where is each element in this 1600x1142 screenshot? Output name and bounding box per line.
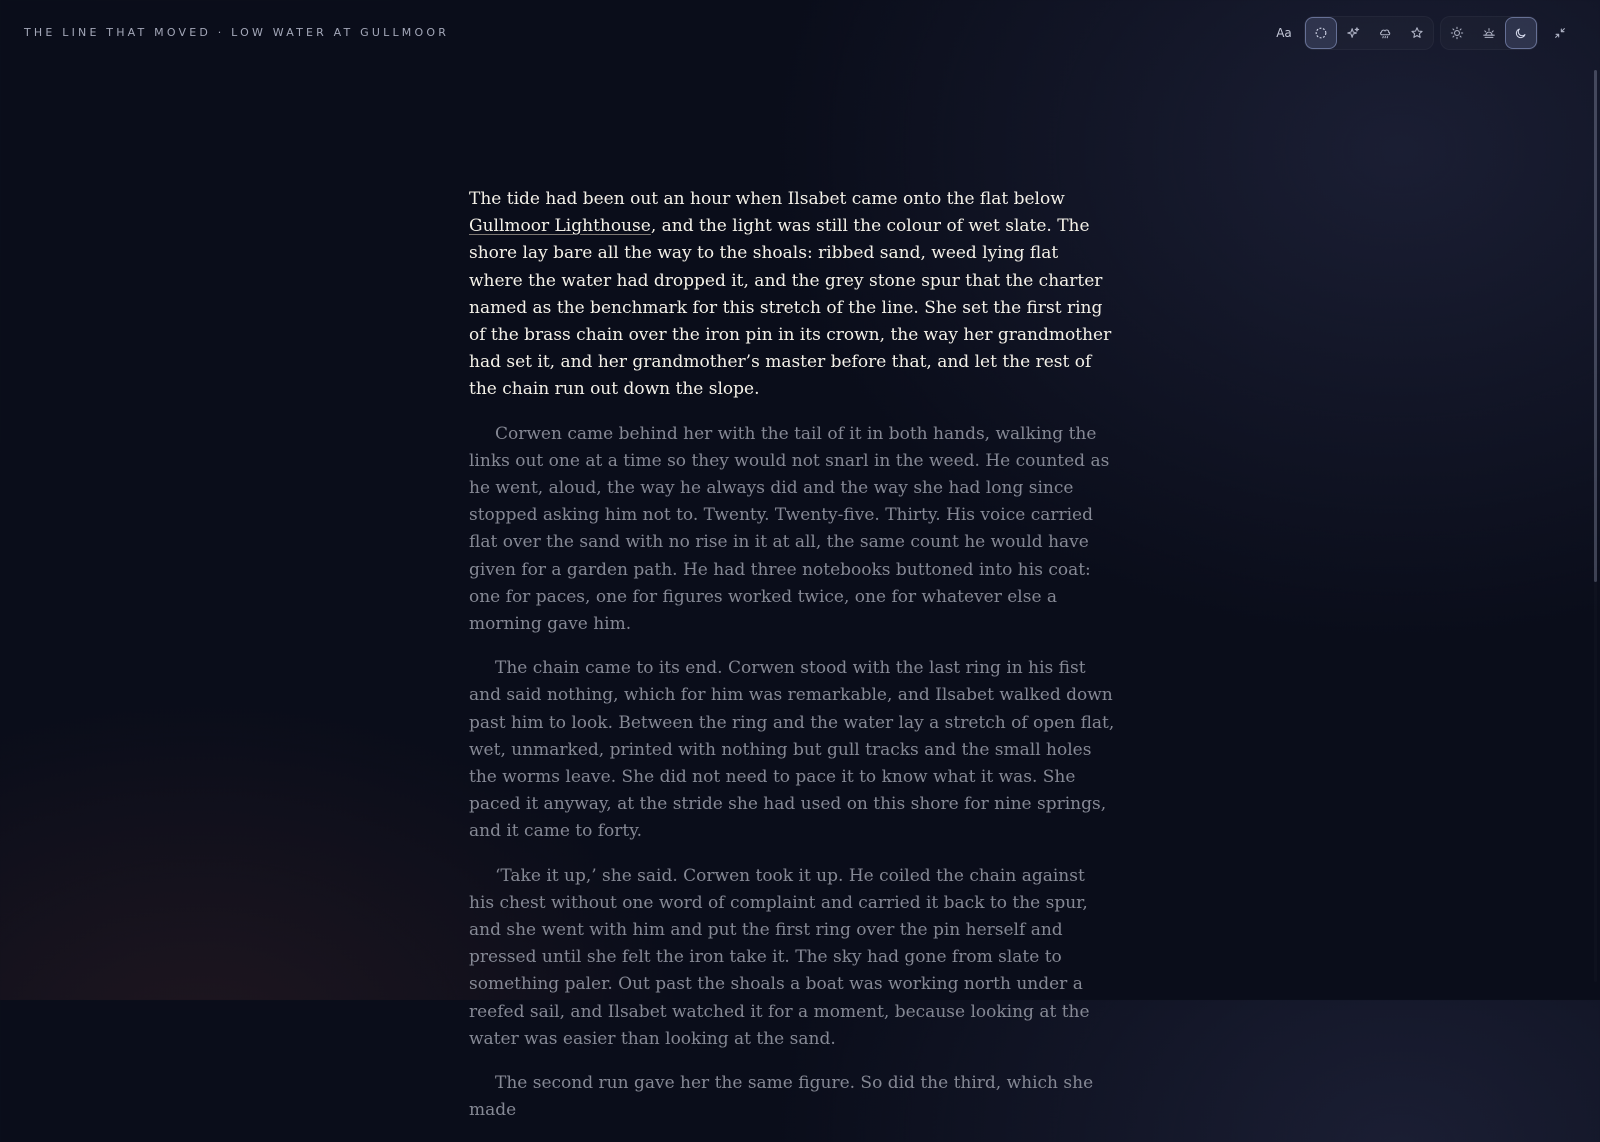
paragraph-text: , and the light was still the colour of wet slate. The shore lay bare all the way to the shoals: ribbed sand, weed lying flat where the water had dropped it, and the grey stone spur that the charter named as the benchmark for this stretch of the line. She set the first ring of the brass chain over the iron pin in its crown, the way her grandmother had set it, and her grandmother’s master before that, and let the rest of the chain run out down the slope. bbox=[469, 216, 1112, 400]
sunrise-icon bbox=[1482, 26, 1496, 40]
current-paragraph bbox=[469, 186, 1115, 404]
star-icon bbox=[1410, 26, 1424, 40]
paragraph: The chain came to its end. Corwen stood with the last ring in his fist and said nothing, which for him was remarkable, and Ilsabet walked down past him to look. Between the ring and the water lay a stretch of open flat, wet, unmarked, printed with nothing but gull tracks and the small holes the worms leave. She did not need to pace it to know what it was. She paced it anyway, at the stride she had used on this shore for nine springs, and it came to forty. bbox=[469, 658, 1115, 842]
cloud-icon bbox=[1378, 26, 1392, 40]
bookmark-button[interactable] bbox=[1401, 17, 1433, 49]
light-theme-button[interactable] bbox=[1441, 17, 1473, 49]
moon-icon bbox=[1514, 26, 1528, 40]
book-chapter-title: THE LINE THAT MOVED · LOW WATER AT GULLMOOR bbox=[24, 26, 450, 39]
collapse-icon bbox=[1553, 26, 1567, 40]
focus-circle-icon bbox=[1314, 26, 1328, 40]
sparkle-mode-button[interactable] bbox=[1337, 17, 1369, 49]
paragraph-text: The tide had been out an hour when Ilsabet came onto the flat below bbox=[469, 189, 1065, 209]
cloud-mode-button[interactable] bbox=[1369, 17, 1401, 49]
paragraph: ‘Take it up,’ she said. Corwen took it up. He coiled the chain against his chest without one word of complaint and carried it back to the spur, and she went with him and put the first ring over the pin herself and pressed until she felt the iron take it. The sky had gone from slate to something paler. Out past the shoals a boat was working north under a reefed sail, and Ilsabet watched it for a moment, because looking at the water was easier than looking at the sand. bbox=[469, 865, 1090, 1049]
sparkle-icon bbox=[1346, 26, 1360, 40]
theme-group bbox=[1440, 16, 1538, 50]
reading-column bbox=[469, 186, 1115, 1142]
reading-mode-group bbox=[1304, 16, 1434, 50]
scrollbar[interactable] bbox=[1594, 70, 1597, 982]
scrollbar-thumb[interactable] bbox=[1594, 70, 1597, 582]
dark-theme-button[interactable] bbox=[1505, 17, 1537, 49]
paragraph: The second run gave her the same figure. So did the third, which she made bbox=[469, 1073, 1094, 1121]
paragraph: Corwen came behind her with the tail of it in both hands, walking the links out one at a time so they would not snarl in the weed. He counted as he went, aloud, the way he always did and the way she had long since stopped asking him not to. Twenty. Twenty-five. Thirty. His voice carried flat over the sand with no rise in it at all, the same count he would have given for a garden path. He had three notebooks buttoned into his coat: one for paces, one for figures worked twice, one for whatever else a morning gave him. bbox=[469, 423, 1110, 635]
reader-toolbar bbox=[1270, 17, 1576, 49]
exit-fullscreen-button[interactable] bbox=[1544, 17, 1576, 49]
sun-icon bbox=[1450, 26, 1464, 40]
place-link-gullmoor-lighthouse[interactable]: Gullmoor Lighthouse bbox=[469, 216, 651, 237]
focus-mode-button[interactable] bbox=[1305, 17, 1337, 49]
dusk-theme-button[interactable] bbox=[1473, 17, 1505, 49]
typography-button[interactable]: Aa bbox=[1276, 26, 1292, 40]
